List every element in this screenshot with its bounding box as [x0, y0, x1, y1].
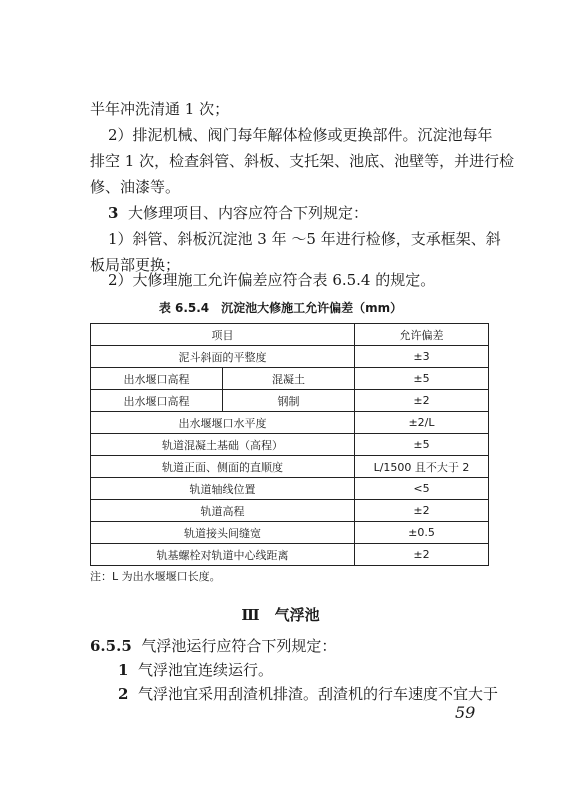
table-row: [91, 500, 489, 522]
paragraph-line: 修、油漆等。: [90, 178, 181, 196]
row-item: 轨道高程: [91, 500, 355, 522]
paragraph-line: 板局部更换；: [90, 256, 181, 274]
table-row: [91, 456, 489, 478]
row-tolerance: ±2: [355, 500, 489, 522]
list-item-text: 气浮池宜采用刮渣机排渣。刮渣机的行车速度不宜大于: [137, 685, 498, 703]
section-heading: Ⅲ 气浮池: [241, 606, 320, 624]
row-item: 轨道正面、侧面的直顺度: [91, 456, 355, 478]
clause-text: 气浮池运行应符合下列规定：: [141, 637, 337, 655]
table-row: [91, 390, 489, 412]
row-sub-item: 钢制: [223, 390, 355, 412]
list-item-text: 气浮池宜连续运行。: [137, 661, 273, 679]
table-row: [91, 478, 489, 500]
row-item: 出水堰口高程: [91, 368, 223, 390]
row-item: 轨道轴线位置: [91, 478, 355, 500]
list-item-number: 1: [118, 661, 129, 679]
table-note: 注：L 为出水堰堰口长度。: [90, 570, 221, 583]
row-tolerance: ±0.5: [355, 522, 489, 544]
paragraph-line: 排空 1 次，检查斜管、斜板、支托架、池底、池壁等，并进行检: [90, 152, 515, 170]
page-number: 59: [455, 703, 476, 722]
table-row: [91, 522, 489, 544]
row-item: 轨基螺栓对轨道中心线距离: [91, 544, 355, 566]
row-tolerance: ±5: [355, 434, 489, 456]
header-item: 项目: [91, 324, 355, 346]
row-sub-item: 混凝土: [223, 368, 355, 390]
table-row: [91, 368, 489, 390]
row-item: 泥斗斜面的平整度: [91, 346, 355, 368]
row-tolerance: <5: [355, 478, 489, 500]
paragraph-line: 1）斜管、斜板沉淀池 3 年 ～5 年进行检修，支承框架、斜: [108, 230, 501, 248]
row-tolerance: ±2: [355, 390, 489, 412]
tolerance-table: [90, 323, 489, 566]
row-item: 轨道接头间缝宽: [91, 522, 355, 544]
table-row: [91, 412, 489, 434]
row-tolerance: ±5: [355, 368, 489, 390]
paragraph-line: 2）大修理施工允许偏差应符合表 6.5.4 的规定。: [108, 271, 436, 289]
table-row: [91, 544, 489, 566]
list-item-number: 2: [118, 685, 129, 703]
table-row: [91, 346, 489, 368]
table-row: [91, 434, 489, 456]
table-header-row: [91, 324, 489, 346]
row-tolerance: ±2: [355, 544, 489, 566]
row-tolerance: ±2/L: [355, 412, 489, 434]
list-item-2: [118, 684, 518, 704]
row-item: 轨道混凝土基础（高程）: [91, 434, 355, 456]
row-item: 出水堰堰口水平度: [91, 412, 355, 434]
list-item-text: 大修理项目、内容应符合下列规定：: [127, 204, 368, 222]
header-tolerance: 允许偏差: [355, 324, 489, 346]
row-tolerance: L/1500 且不大于 2: [355, 456, 489, 478]
paragraph-line: 2）排泥机械、阀门每年解体检修或更换部件。沉淀池每年: [108, 126, 493, 144]
list-item-3: [108, 203, 508, 223]
row-tolerance: ±3: [355, 346, 489, 368]
table-caption: 表 6.5.4 沉淀池大修施工允许偏差（mm）: [158, 301, 403, 315]
row-item: 出水堰口高程: [91, 390, 223, 412]
clause-number: 6.5.5: [90, 637, 132, 655]
paragraph-line: 半年冲洗清通 1 次；: [90, 100, 230, 118]
clause-heading: [90, 636, 490, 656]
list-item-number: 3: [108, 204, 119, 222]
list-item-1: [118, 660, 518, 680]
